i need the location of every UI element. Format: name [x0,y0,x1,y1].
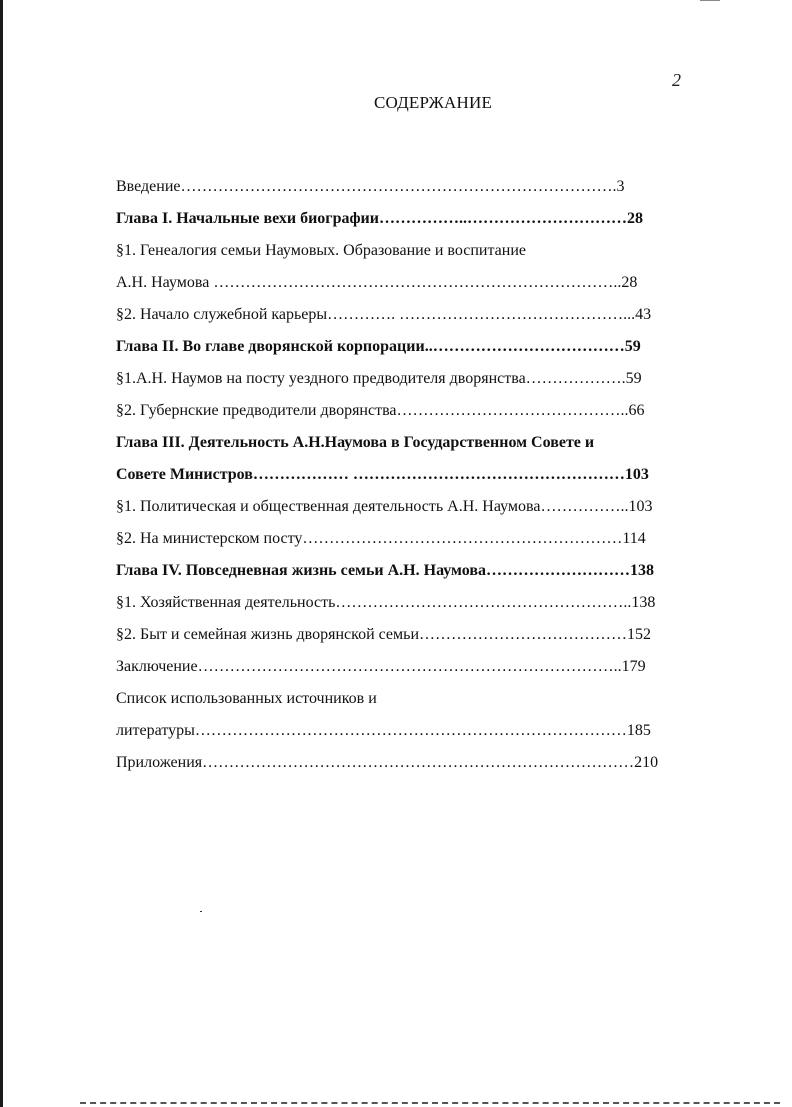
toc-entry-section-2-1: §1.А.Н. Наумов на посту уездного предводителя дворянства……………….59 [116,370,642,387]
toc-entry-bibliography: Список использованных источников и [116,690,377,707]
toc-entry-introduction: Введение……………………………………………………………………….3 [116,178,625,195]
toc-entry-chapter-1: Глава I. Начальные вехи биографии……………..…………………………28 [116,210,643,227]
scan-border-top [700,0,720,1]
scan-speck [200,911,202,912]
toc-entry-conclusion: Заключение……………………………………………………………………..179 [116,658,646,675]
page-title: СОДЕРЖАНИЕ [373,93,493,112]
toc-entry-chapter-4: Глава IV. Повседневная жизнь семьи А.Н. Наумова………………………138 [116,562,654,579]
toc-entry-section-1-2: §2. Начало служебной карьеры…………. ……………………………………...43 [116,306,652,323]
scan-border-bottom [80,1102,780,1104]
toc-entry-chapter-3: Глава III. Деятельность А.Н.Наумова в Государственном Совете и [116,434,595,451]
toc-entry-section-3-1: §1. Политическая и общественная деятельность А.Н. Наумова……………..103 [116,498,653,515]
toc-entry-section-4-2: §2. Быт и семейная жизнь дворянской семьи…………………………………152 [116,626,652,643]
toc-entry-appendices: Приложения………………………………………………………………………210 [116,754,659,771]
toc-entry-section-1-1-cont: А.Н. Наумова …………………………………………………………………..28 [116,274,638,291]
handwritten-page-mark: 2 [672,70,681,90]
toc-entry-chapter-2: Глава II. Во главе дворянской корпорации..………………………………59 [116,338,641,355]
toc-entry-chapter-3-cont: Совете Министров……………… ……………………………………………103 [116,466,649,483]
scan-border-left [0,0,3,1107]
toc-entry-section-1-1: §1. Генеалогия семьи Наумовых. Образование и воспитание [116,242,526,259]
toc-entry-bibliography-cont: литературы………………………………………………………………………185 [116,722,651,739]
toc-entry-section-2-2: §2. Губернские предводители дворянства……………………………………..66 [116,402,645,419]
toc-entry-section-4-1: §1. Хозяйственная деятельность………………………………………………..138 [116,594,656,611]
toc-entry-section-3-2: §2. На министерском посту……………………………………………………114 [116,530,646,547]
